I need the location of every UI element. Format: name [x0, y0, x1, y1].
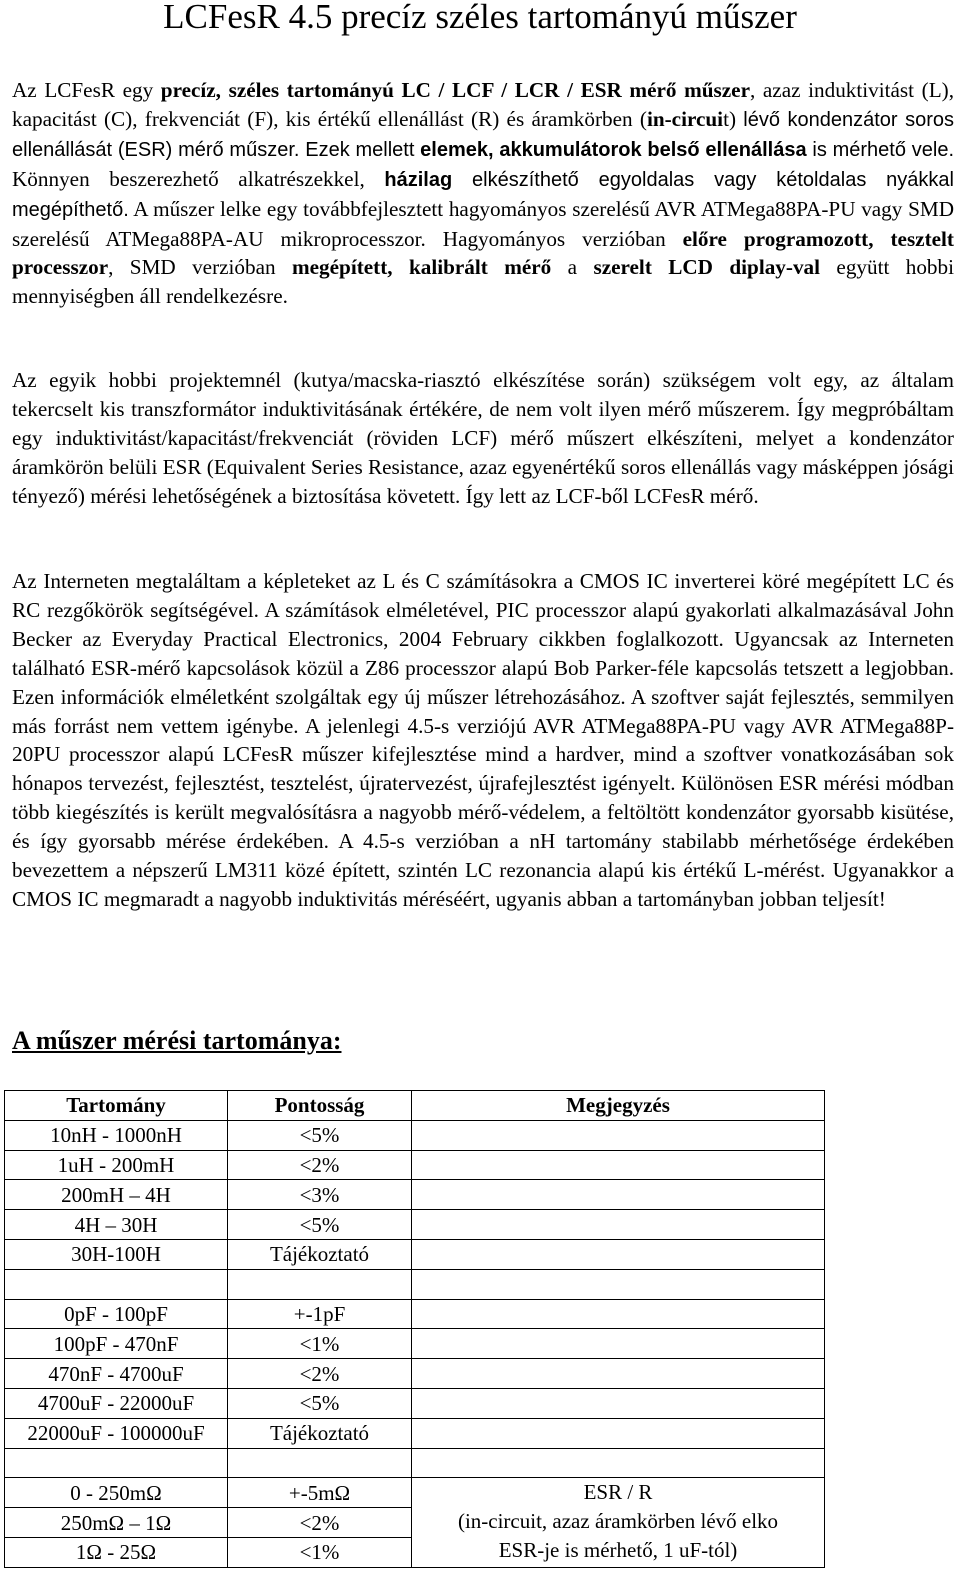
table-row: [5, 1329, 825, 1359]
document-page: [12, 0, 955, 1565]
cell-note: [412, 1150, 825, 1180]
cell-accuracy: Tájékoztató: [228, 1418, 412, 1448]
page-title: LCFesR 4.5 precíz széles tartományú műszer: [163, 0, 797, 36]
p1-bold-5: szerelt LCD diplay-val: [593, 255, 821, 280]
cell-range: 1Ω - 25Ω: [5, 1537, 228, 1567]
cell-range: [5, 1269, 228, 1299]
p1-text-7: a: [551, 255, 594, 280]
p1-text-3: t): [723, 106, 744, 131]
p1-text-2: , azaz induktivitást (L), kapacitást (C), frekvenciát (F), kis értékű ellenállást (R) és áramkörben (: [12, 78, 955, 131]
cell-note: [412, 1418, 825, 1448]
p1-bold-3: előre programozott, tesztelt processzor: [12, 226, 954, 280]
cell-accuracy: Tájékoztató: [228, 1239, 412, 1269]
cell-accuracy: <2%: [228, 1508, 412, 1538]
section-heading: A műszer mérési tartománya:: [12, 1026, 342, 1055]
p1-sans-3: elkészíthető egyoldalas vagy kétoldalas nyákkal megépíthető.: [12, 168, 954, 221]
cell-range: 4H – 30H: [5, 1210, 228, 1240]
table-row: [5, 1359, 825, 1389]
header-accuracy: Pontosság: [228, 1091, 412, 1121]
cell-range: 200mH – 4H: [5, 1180, 228, 1210]
table-row: [5, 1120, 825, 1150]
range-table: [4, 1090, 825, 1568]
p1-text-4: Könnyen beszerezhető alkatrészekkel,: [12, 166, 385, 191]
table-row: [5, 1478, 825, 1508]
p1-text-1: Az LCFesR egy: [12, 78, 161, 102]
cell-range: 470nF - 4700uF: [5, 1359, 228, 1389]
project-paragraph: Az egyik hobbi projektemnél (kutya/macska-riasztó elkészítése során) szükségem volt egy, az általam tekercselt kis transzformátor induktivitásának értékére, de nem volt ilyen mérő műszerem. Így megpróbáltam egy induktivitást/kapacitást/frekvenciát (röviden LCF) mérő műszert elkészíteni, melyet a kondenzátor áramkörön belüli ESR (Equivalent Series Resistance, azaz egyenértékű soros ellenállás vagy másképpen jósági tényező) mérési lehetőségének a biztosítása követett. Így lett az LCF-ből LCFesR mérő.: [12, 368, 954, 508]
history-paragraph: Az Interneten megtaláltam a képleteket az L és C számításokra a CMOS IC inverterei köré megépített LC és RC rezgőkörök segítségével. A számítások elméletével, PIC processzor alapú gyakorlati alkalmazásával John Becker az Everyday Practical Electronics, 2004 February cikkben foglalkozott. Ugyancsak az Interneten található ESR-mérő kapcsolások közül a Z86 processzor alapú Bob Parker-féle kapcsolás tetszett a legjobban. Ezen információk elméletként szolgáltak egy új műszer létrehozásához. A szoftver saját fejlesztés, semmilyen más forrást nem vettem igénybe. A jelenlegi 4.5-s verziójú AVR ATMega88PA-PU vagy AVR ATMega88P-20PU processzor alapú LCFesR műszer kifejlesztése mind a hardver, mind a szoftver vonatkozásában sok hónapos tervezést, fejlesztést, tesztelést, újratervezést, újrafejlesztést igényelt. Különösen ESR mérési módban több kiegészítés is került megvalósításra a nagyobb mérő-védelem, a feltöltött kondenzátor gyorsabb kisütése, és így gyorsabb mérése érdekében. A 4.5-s verzióban a nH tartomány stabilabb mérhetősége érdekében bevezettem a népszerű LM311 közé épített, szintén LC rezonancia alapú kis értékű L-mérést. Ugyanakkor a CMOS IC megmaradt a nagyobb induktivitás méréséért, ugyanis abban a tartományban jobban teljesít!: [12, 569, 954, 911]
cell-note: [412, 1269, 825, 1299]
cell-note: [412, 1329, 825, 1359]
cell-accuracy: <2%: [228, 1150, 412, 1180]
cell-accuracy: <5%: [228, 1120, 412, 1150]
cell-range: 4700uF - 22000uF: [5, 1388, 228, 1418]
cell-range: 10nH - 1000nH: [5, 1120, 228, 1150]
cell-accuracy: <3%: [228, 1180, 412, 1210]
p1-sans-bold-2: házilag: [384, 168, 453, 191]
p1-text-6: , SMD verzióban: [108, 255, 292, 280]
cell-range: 22000uF - 100000uF: [5, 1418, 228, 1448]
table-header-row: [5, 1091, 825, 1121]
p1-sans-1: lévő kondenzátor soros ellenállását (ESR) mérő műszer. Ezek mellett: [12, 108, 954, 161]
p1-text-8: együtt hobbi mennyiségben áll rendelkezésre.: [12, 255, 955, 309]
cell-accuracy: +-1pF: [228, 1299, 412, 1329]
cell-accuracy: [228, 1269, 412, 1299]
cell-esr-note: [412, 1478, 825, 1567]
cell-note: [412, 1180, 825, 1210]
cell-accuracy: <2%: [228, 1359, 412, 1389]
cell-accuracy: <5%: [228, 1388, 412, 1418]
p1-bold-4: megépített, kalibrált mérő: [292, 255, 552, 280]
table-row: [5, 1180, 825, 1210]
cell-range: 100pF - 470nF: [5, 1329, 228, 1359]
cell-range: 0 - 250mΩ: [5, 1478, 228, 1508]
esr-note-line-3: ESR-je is mérhető, 1 uF-tól): [498, 1538, 738, 1563]
p1-bold-1: precíz, széles tartományú LC / LCF / LCR / ESR mérő műszer: [160, 78, 750, 102]
cell-range: 30H-100H: [5, 1239, 228, 1269]
p1-sans-2: is mérhető vele.: [806, 138, 954, 161]
esr-note-line-2: (in-circuit, azaz áramkörben lévő elko: [457, 1509, 779, 1534]
cell-accuracy: +-5mΩ: [228, 1478, 412, 1508]
table-row-empty: [5, 1448, 825, 1478]
header-note: Megjegyzés: [412, 1091, 825, 1121]
header-range: Tartomány: [5, 1091, 228, 1121]
cell-range: 250mΩ – 1Ω: [5, 1508, 228, 1538]
cell-accuracy: <1%: [228, 1537, 412, 1567]
p1-bold-2: in-circui: [646, 106, 724, 131]
table-row: [5, 1210, 825, 1240]
cell-note: [412, 1239, 825, 1269]
esr-note-line-1: ESR / R: [583, 1480, 653, 1505]
p1-text-5: A műszer lelke egy továbbfejlesztett hagyományos szerelésű AVR ATMega88PA-PU vagy SMD szerelésű ATMega88PA-AU mikroprocesszor. Hagyományos verzióban: [12, 196, 954, 251]
intro-paragraph: [12, 76, 954, 311]
table-row-empty: [5, 1269, 825, 1299]
cell-accuracy: <5%: [228, 1210, 412, 1240]
table-row: [5, 1418, 825, 1448]
cell-accuracy: <1%: [228, 1329, 412, 1359]
cell-range: [5, 1448, 228, 1478]
cell-note: [412, 1120, 825, 1150]
table-row: [5, 1299, 825, 1329]
p1-sans-bold-1: elemek, akkumulátorok belső ellenállása: [420, 138, 807, 161]
cell-accuracy: [228, 1448, 412, 1478]
cell-range: 0pF - 100pF: [5, 1299, 228, 1329]
cell-note: [412, 1359, 825, 1389]
table-row: [5, 1239, 825, 1269]
cell-note: [412, 1299, 825, 1329]
cell-note: [412, 1210, 825, 1240]
cell-note: [412, 1448, 825, 1478]
cell-range: 1uH - 200mH: [5, 1150, 228, 1180]
cell-note: [412, 1388, 825, 1418]
table-row: [5, 1388, 825, 1418]
table-row: [5, 1150, 825, 1180]
